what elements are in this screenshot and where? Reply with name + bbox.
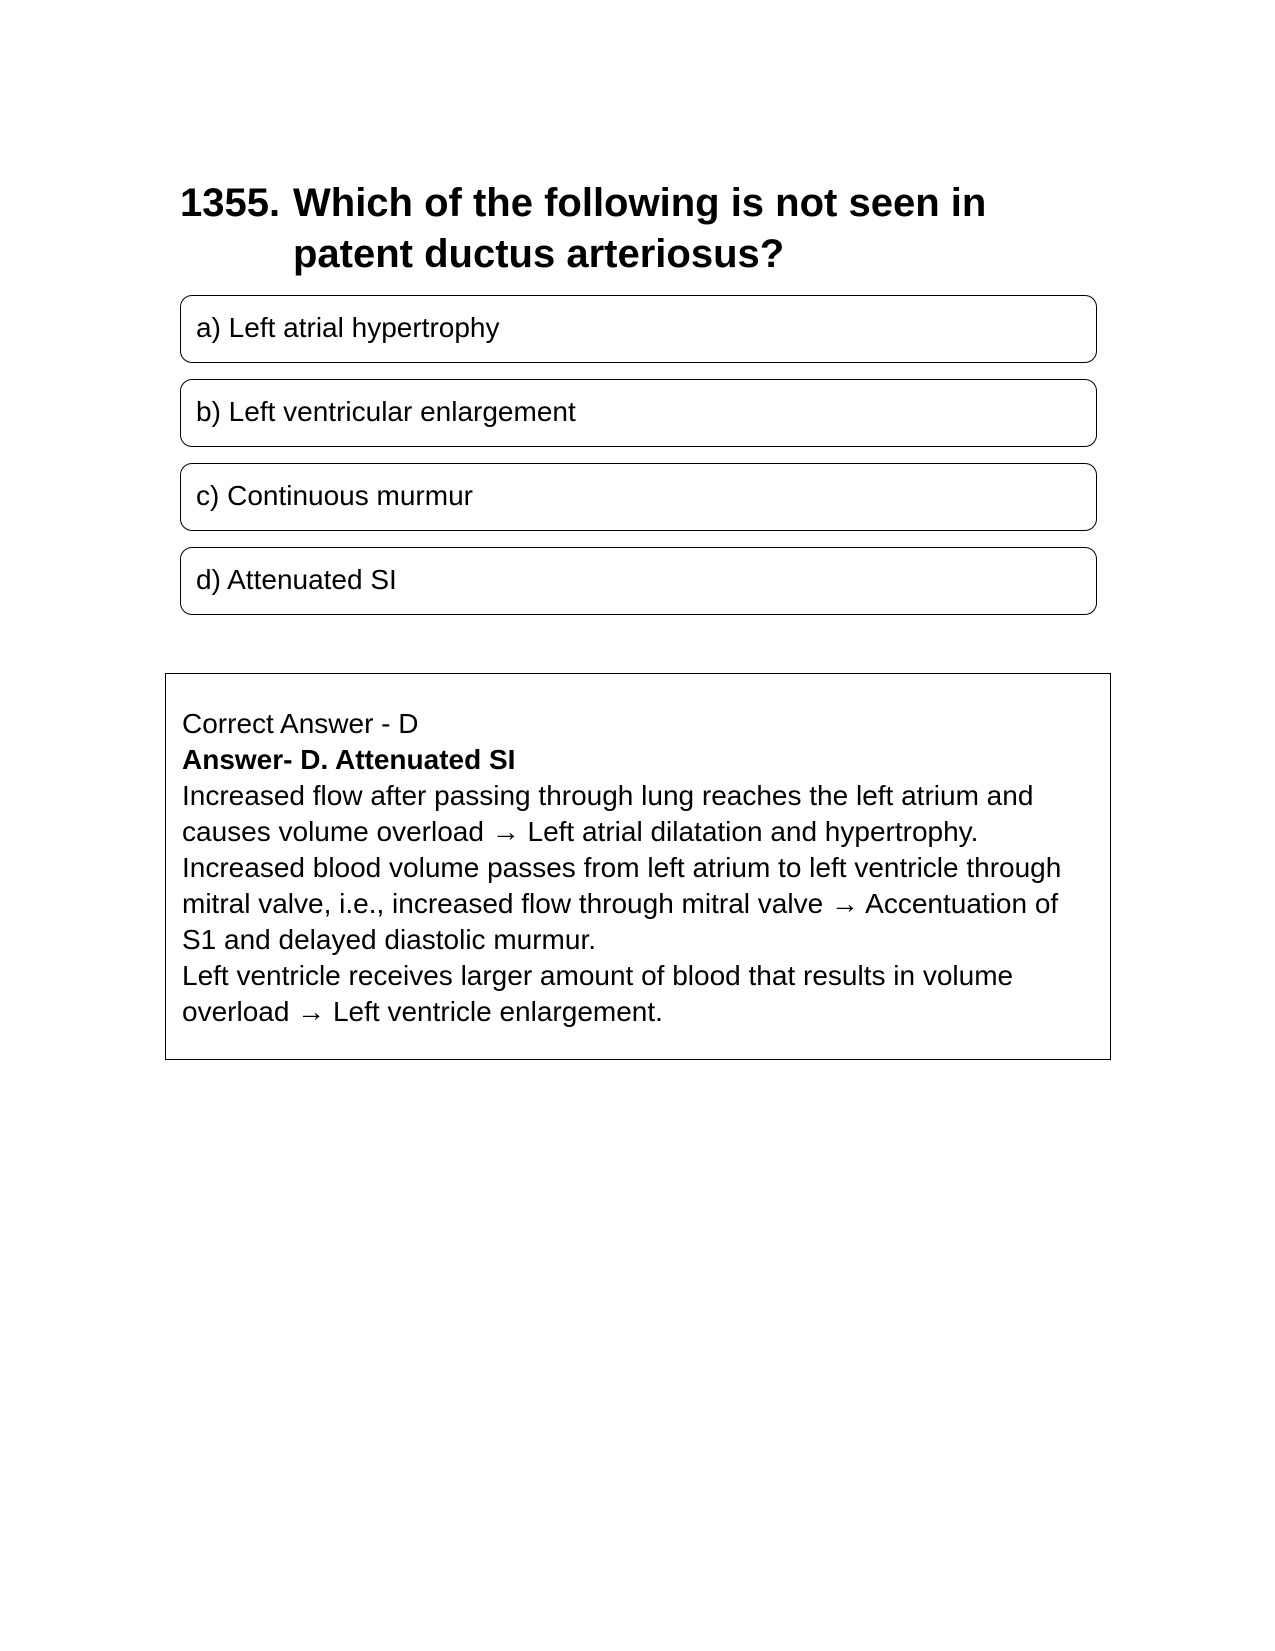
question-number: 1355. (180, 181, 281, 225)
answer-explanation-box (165, 673, 1111, 1060)
option-a[interactable]: a) Left atrial hypertrophy (180, 295, 1097, 363)
question-text: Which of the following is not seen in patent ductus arteriosus? (293, 181, 987, 276)
answer-title: Answer- D. Attenuated SI (182, 744, 516, 775)
option-b[interactable]: b) Left ventricular enlargement (180, 379, 1097, 447)
option-c[interactable]: c) Continuous murmur (180, 463, 1097, 531)
option-d[interactable]: d) Attenuated SI (180, 547, 1097, 615)
correct-answer-line: Correct Answer - D (182, 708, 419, 739)
question-heading (180, 178, 1080, 280)
explanation-paragraph: Increased flow after passing through lung reaches the left atrium and causes volume overload → Left atrial dilatation and hypertrophy. (182, 780, 1034, 847)
explanation-paragraph: Left ventricle receives larger amount of blood that results in volume overload → Left ventricle enlargement. (182, 960, 1014, 1027)
explanation-paragraph: Increased blood volume passes from left atrium to left ventricle through mitral valve, i.e., increased flow through mitral valve → Accentuation of S1 and delayed diastolic murmur. (182, 852, 1062, 955)
options-list (180, 295, 1097, 631)
